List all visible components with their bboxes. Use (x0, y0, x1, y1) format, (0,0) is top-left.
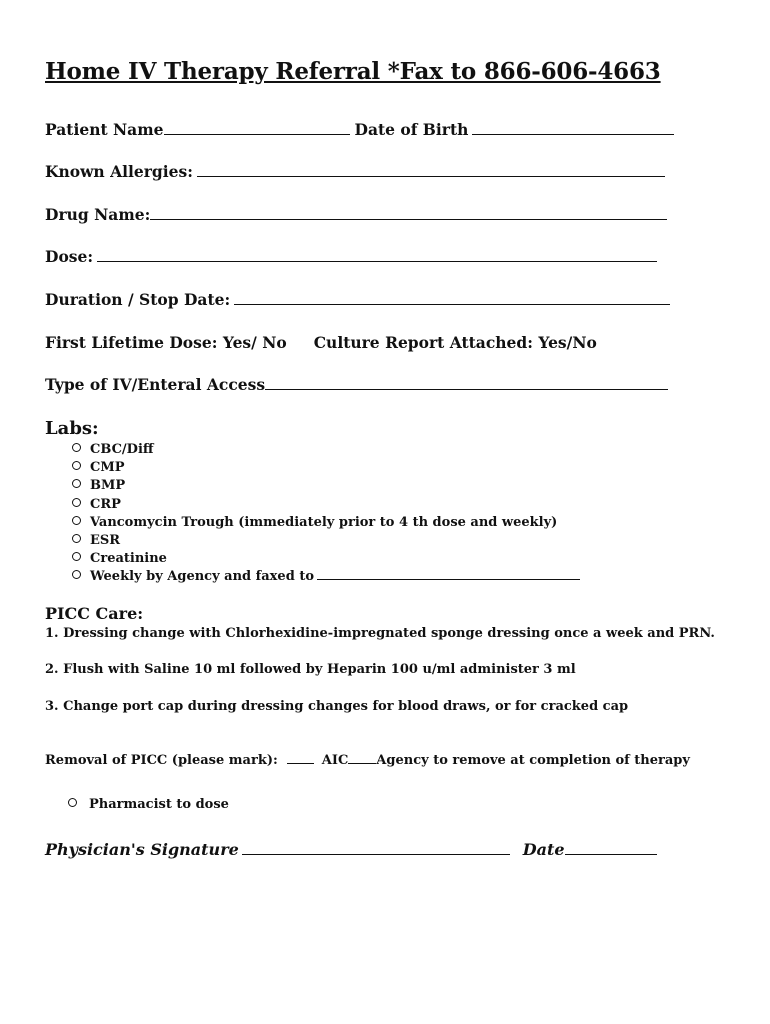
duration-label: Duration / Stop Date: (45, 290, 231, 309)
checkbox-circle-icon (72, 570, 81, 579)
lab-item-creatinine[interactable]: Creatinine (72, 550, 580, 568)
checkbox-circle-icon (72, 479, 81, 488)
checkbox-circle-icon (72, 552, 81, 561)
patient-row (45, 120, 674, 139)
duration-row (45, 290, 670, 309)
access-field[interactable] (265, 375, 668, 390)
pharmacist-row[interactable] (68, 797, 229, 812)
drug-name-field[interactable] (150, 205, 667, 220)
pharmacist-label: Pharmacist to dose (89, 797, 229, 812)
removal-label: Removal of PICC (please mark): (45, 753, 278, 768)
patient-name-field[interactable] (164, 120, 350, 135)
patient-name-label: Patient Name (45, 120, 164, 139)
dob-label: Date of Birth (354, 120, 469, 139)
date-field[interactable] (565, 840, 657, 855)
checkbox-circle-icon (68, 798, 77, 807)
picc-item-2: 2. Flush with Saline 10 ml followed by Heparin 100 u/ml administer 3 ml (45, 662, 576, 677)
physician-signature-label: Physician's Signature (45, 840, 239, 859)
fax-to-field[interactable] (317, 568, 580, 580)
first-dose-label: First Lifetime Dose: Yes/ No (45, 333, 287, 352)
lab-item-vanco[interactable]: Vancomycin Trough (immediately prior to 4 th dose and weekly) (72, 514, 580, 532)
drug-name-label: Drug Name: (45, 205, 151, 224)
lab-item-esr[interactable]: ESR (72, 532, 580, 550)
lab-item-cbc[interactable]: CBC/Diff (72, 441, 580, 459)
checkbox-circle-icon (72, 498, 81, 507)
access-label: Type of IV/Enteral Access (45, 375, 266, 394)
checkbox-circle-icon (72, 534, 81, 543)
dose-row (45, 247, 657, 266)
removal-agency: Agency to remove at completion of therapy (376, 753, 690, 768)
drug-name-row (45, 205, 667, 224)
allergies-row (45, 162, 665, 181)
checkbox-circle-icon (72, 516, 81, 525)
picc-item-3: 3. Change port cap during dressing changes for blood draws, or for cracked cap (45, 699, 629, 714)
dose-field[interactable] (97, 247, 657, 262)
removal-aic: AIC (321, 753, 349, 768)
removal-aic-field[interactable] (348, 752, 376, 764)
checkbox-circle-icon (72, 461, 81, 470)
dose-culture-row (45, 333, 597, 352)
allergies-field[interactable] (197, 162, 665, 177)
dob-field[interactable] (472, 120, 674, 135)
lab-item-bmp[interactable]: BMP (72, 477, 580, 495)
duration-field[interactable] (234, 290, 670, 305)
removal-blank-field[interactable] (287, 752, 314, 764)
removal-row (45, 752, 690, 768)
culture-label: Culture Report Attached: Yes/No (313, 333, 597, 352)
picc-item-1: 1. Dressing change with Chlorhexidine-impregnated sponge dressing once a week and PRN. (45, 626, 715, 641)
lab-item-weekly[interactable]: Weekly by Agency and faxed to (72, 568, 580, 586)
checkbox-circle-icon (72, 443, 81, 452)
labs-title: Labs: (45, 418, 99, 439)
lab-item-crp[interactable]: CRP (72, 496, 580, 514)
labs-list (72, 441, 580, 587)
lab-item-cmp[interactable]: CMP (72, 459, 580, 477)
physician-signature-field[interactable] (242, 840, 510, 855)
picc-title: PICC Care: (45, 604, 144, 623)
signature-row (45, 840, 657, 859)
date-label: Date (522, 840, 565, 859)
allergies-label: Known Allergies: (45, 162, 193, 181)
form-title: Home IV Therapy Referral *Fax to 866-606-4663 (45, 58, 661, 85)
dose-label: Dose: (45, 247, 94, 266)
access-row (45, 375, 668, 394)
